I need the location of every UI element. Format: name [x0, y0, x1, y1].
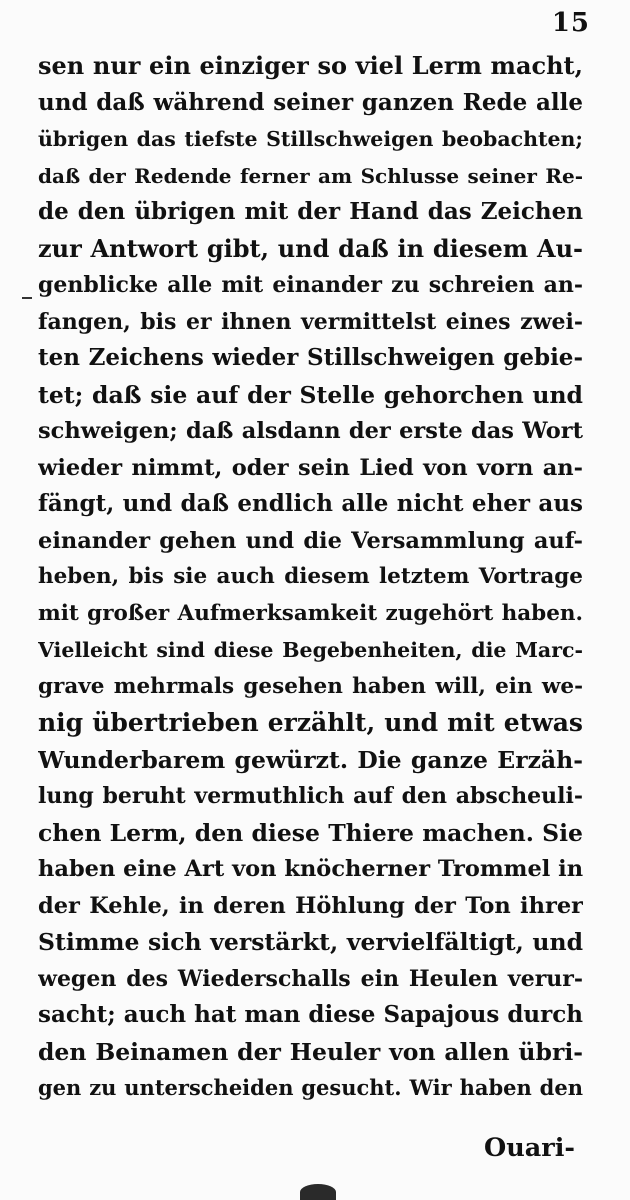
text-line: den Beinamen der Heuler von allen übri- — [38, 1037, 583, 1066]
ink-smudge — [300, 1184, 336, 1200]
text-line: chen Lerm, den diese Thiere machen. Sie — [38, 818, 583, 847]
text-line: fängt, und daß endlich alle nicht eher aus — [38, 490, 583, 517]
text-line: Stimme sich verstärkt, vervielfältigt, und — [38, 928, 583, 956]
text-line: sen nur ein einziger so viel Lerm macht, — [38, 51, 583, 80]
text-line: der Kehle, in deren Höhlung der Ton ihrer — [38, 892, 583, 919]
text-line: gen zu unterscheiden gesucht. Wir haben den — [38, 1075, 583, 1100]
text-line: und daß während seiner ganzen Rede alle — [38, 88, 583, 116]
text-line: schweigen; daß alsdann der erste das Wort — [38, 418, 583, 444]
body-text — [38, 48, 583, 1107]
margin-mark — [22, 297, 32, 299]
text-line: nig übertrieben erzählt, und mit etwas — [38, 708, 583, 737]
catchword: Ouari- — [484, 1133, 575, 1163]
text-line: mit großer Aufmerksamkeit zugehört haben. — [38, 600, 583, 626]
text-line: haben eine Art von knöcherner Trommel in — [38, 856, 583, 882]
text-line: de den übrigen mit der Hand das Zeichen — [38, 198, 583, 225]
text-line: fangen, bis er ihnen vermittelst eines zwei- — [38, 308, 583, 335]
text-line: wieder nimmt, oder sein Lied von vorn an- — [38, 454, 583, 481]
text-line: genblicke alle mit einander zu schreien an- — [38, 272, 583, 298]
text-line: wegen des Wiederschalls ein Heulen verur- — [38, 965, 583, 992]
text-line: Vielleicht sind diese Begebenheiten, die Marc- — [38, 638, 583, 662]
text-line: zur Antwort gibt, und daß in diesem Au- — [38, 233, 583, 263]
text-line: daß der Redende ferner am Schlusse seiner Re- — [38, 163, 583, 188]
text-line: heben, bis sie auch diesem letztem Vortrage — [38, 564, 583, 589]
text-line: tet; daß sie auf der Stelle gehorchen und — [38, 380, 583, 409]
text-line: übrigen das tiefste Stillschweigen beobachten; — [38, 127, 583, 151]
page-number: 15 — [551, 8, 590, 38]
text-line: Wunderbarem gewürzt. Die ganze Erzäh- — [38, 745, 583, 774]
text-line: ten Zeichens wieder Stillschweigen gebie- — [38, 344, 583, 371]
text-line: einander gehen und die Versammlung auf- — [38, 527, 583, 554]
text-line: sacht; auch hat man diese Sapajous durch — [38, 1001, 583, 1028]
text-line: grave mehrmals gesehen haben will, ein we- — [38, 673, 583, 699]
text-line: lung beruht vermuthlich auf den abscheuli- — [38, 783, 583, 809]
